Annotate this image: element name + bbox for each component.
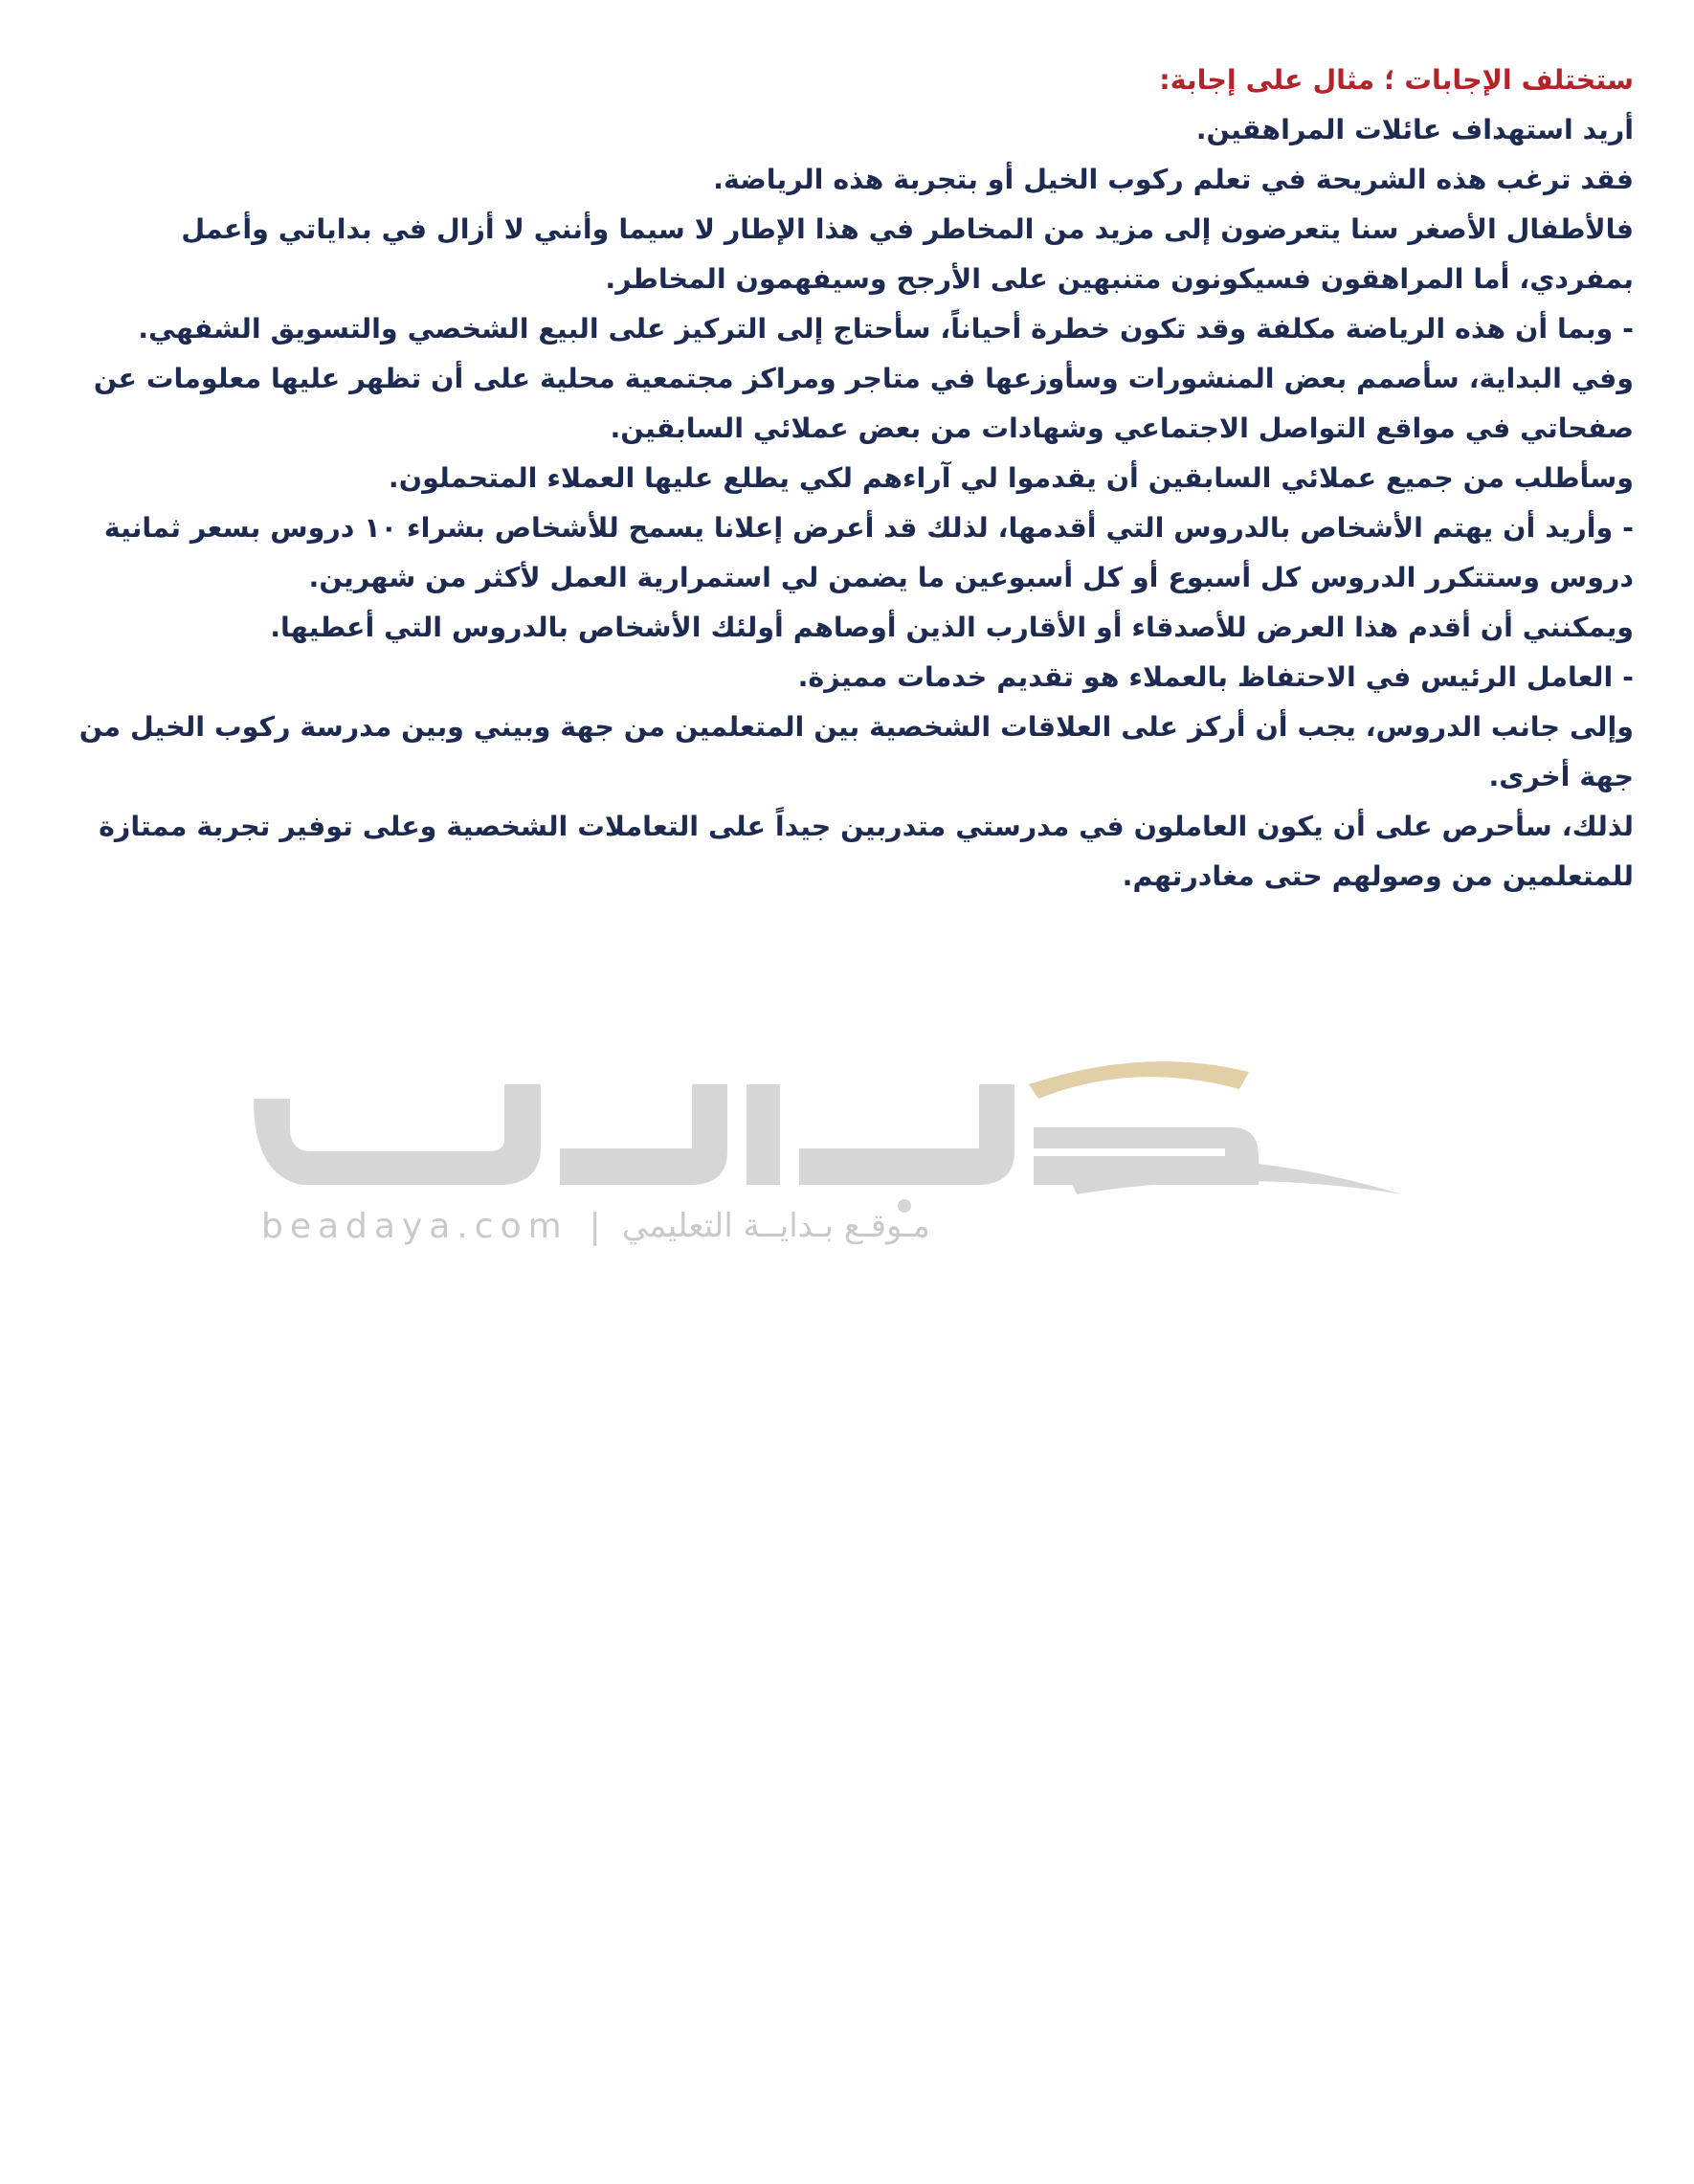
paragraph: فالأطفال الأصغر سنا يتعرضون إلى مزيد من المخاطر في هذا الإطار لا سيما وأنني لا أزال في بداياتي وأعمل بمفردي، أما المراهقون فسيكونون متنبهين على الأرجح وسيفهمون المخاطر. [181,213,1634,295]
paragraph: - العامل الرئيس في الاحتفاظ بالعملاء هو تقديم خدمات مميزة. [797,661,1634,693]
paragraph: ويمكنني أن أقدم هذا العرض للأصدقاء أو الأقارب الذين أوصاهم أولئك الأشخاص بالدروس التي أعطيها. [270,612,1634,643]
caption-separator: | [589,1206,601,1246]
site-domain: beadaya.com [261,1206,568,1246]
answer-heading: ستختلف الإجابات ؛ مثال على إجابة: [1159,64,1634,96]
paragraph: - وأريد أن يهتم الأشخاص بالدروس التي أقدمها، لذلك قد أعرض إعلانا يسمح للأشخاص بشراء ١٠ دروس بسعر ثمانية دروس وستتكرر الدروس كل أسبوع أو كل أسبوعين ما يضمن لي استمرارية العمل لأكثر من شهرين. [103,512,1634,593]
document-body [69,56,1634,902]
site-tagline: مـوقـع بـدايــة التعليمي [621,1207,930,1245]
beadaya-watermark [244,1060,1440,1257]
paragraph: - وبما أن هذه الرياضة مكلفة وقد تكون خطرة أحياناً، سأحتاج إلى التركيز على البيع الشخصي والتسويق الشفهي. [138,313,1634,345]
wordmark-letter-shape [254,1084,541,1185]
wordmark-letter-shape [747,1084,780,1185]
wordmark-letter-shape [799,1084,1014,1185]
paragraph: لذلك، سأحرص على أن يكون العاملون في مدرستي متدربين جيداً على التعاملات الشخصية وعلى توفير تجربة ممتازة للمتعلمين من وصولهم حتى مغادرتهم. [99,811,1634,892]
logo-gold-swoosh [1029,1061,1249,1099]
paragraph: وسأطلب من جميع عملائي السابقين أن يقدموا لي آراءهم لكي يطلع عليها العملاء المتحملون. [388,462,1634,494]
paragraph: فقد ترغب هذه الشريحة في تعلم ركوب الخيل أو بتجربة هذه الرياضة. [713,164,1634,195]
beadaya-logo-mark [244,1060,1440,1214]
paragraph: وفي البداية، سأصمم بعض المنشورات وسأوزعها في متاجر ومراكز مجتمعية محلية على أن تظهر عليها معلومات عن صفحاتي في مواقع التواصل الاجتماعي وشهادات من بعض عملائي السابقين. [93,363,1634,444]
wordmark-letter-shape [560,1084,727,1185]
paragraph: وإلى جانب الدروس، يجب أن أركز على العلاقات الشخصية بين المتعلمين من جهة وبيني وبين مدرسة ركوب الخيل من جهة أخرى. [78,711,1634,792]
watermark-caption [261,1202,1123,1250]
paragraph: أريد استهداف عائلات المراهقين. [1195,114,1634,145]
logo-gray-swoosh [1067,1159,1402,1194]
